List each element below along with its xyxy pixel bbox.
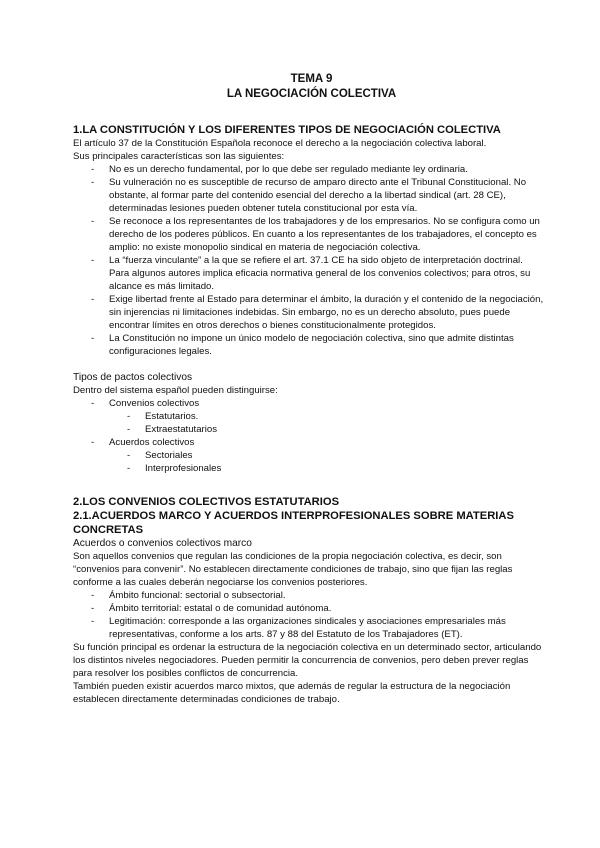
pact-types-intro: Dentro del sistema español pueden distinguirse: [73,385,278,396]
list-item: - La “fuerza vinculante” a la que se refiere el art. 37.1 CE ha sido objeto de interpretación doctrinal. Para algunos autores implica eficacia normativa general de los convenios colectivos; para otros, su alcance es más limitado. [73,254,544,293]
title-line-1: TEMA 9 [290,73,333,85]
list-item: - Ámbito funcional: sectorial o subsectorial. [73,589,550,602]
section-1 [73,123,550,475]
pact-types-heading: Tipos de pactos colectivos [73,372,193,383]
list-item: - Su vulneración no es susceptible de recurso de amparo directo ante el Tribunal Constitucional. No obstante, al formar parte del contenido esencial del derecho a la libertad sindical (art. 28 CE), determinadas lesiones pueden obtener tutela constitucional por esta vía. [73,176,544,215]
pact-types-list [73,397,550,475]
list-item: - Se reconoce a los representantes de los trabajadores y de los empresarios. No se configura como un derecho de los poderes públicos. En cuanto a los representantes de los trabajadores, el concepto es amplio: no existe monopolio sindical en materia de negociación colectiva. [73,215,544,254]
section-2-1-subtitle: Acuerdos o convenios colectivos marco [73,538,252,549]
characteristics-list [73,163,550,358]
list-item: - Sectoriales [73,449,550,462]
list-item: - Convenios colectivos [73,397,550,410]
list-item: - Interprofesionales [73,462,550,475]
section-1-intro-line-2: Sus principales características son las siguientes: [73,151,285,162]
section-2-heading: 2.LOS CONVENIOS COLECTIVOS ESTATUTARIOS [73,496,340,508]
section-2-paragraph-1: Son aquellos convenios que regulan las condiciones de la propia negociación colectiva, es decir, son “convenios para convenir”. No establecen directamente condiciones de trabajo, sino que fijan las reglas conforme a las cuales deberán negociarse los convenios posteriores. [73,551,513,588]
list-item: - Extraestatutarios [73,423,550,436]
list-item: - Exige libertad frente al Estado para determinar el ámbito, la duración y el contenido de la negociación, sin injerencias ni limitaciones indebidas. Sin embargo, no es un derecho absoluto, pues puede encontrar límites en otros derechos o bienes constitucionalmente protegidos. [73,293,544,332]
document-title [73,72,550,101]
list-item: - Legitimación: corresponde a las organizaciones sindicales y asociaciones empresariales más representativas, conforme a los arts. 87 y 88 del Estatuto de los Trabajadores (ET). [73,615,550,641]
section-2-paragraph-3: También pueden existir acuerdos marco mixtos, que además de regular la estructura de la negociación establecen directamente determinadas condiciones de trabajo. [73,681,511,705]
section-1-heading: 1.LA CONSTITUCIÓN Y LOS DIFERENTES TIPOS DE NEGOCIACIÓN COLECTIVA [73,124,501,136]
section-2 [73,495,550,706]
title-line-2: LA NEGOCIACIÓN COLECTIVA [226,87,397,100]
list-item: - Acuerdos colectivos [73,436,550,449]
list-item: - La Constitución no impone un único modelo de negociación colectiva, sino que admite distintas configuraciones legales. [73,332,544,358]
list-item: - No es un derecho fundamental, por lo que debe ser regulado mediante ley ordinaria. [73,163,544,176]
section-2-paragraph-2: Su función principal es ordenar la estructura de la negociación colectiva en un determinado sector, articulando los distintos niveles negociadores. Pueden permitir la concurrencia de convenios, pero deben prever reglas para resolver los posibles conflictos de concurrencia. [73,642,542,679]
section-2-1-heading: 2.1.ACUERDOS MARCO Y ACUERDOS INTERPROFESIONALES SOBRE MATERIAS CONCRETAS [73,510,514,536]
list-item: - Ámbito territorial: estatal o de comunidad autónoma. [73,602,550,615]
section-1-intro-line-1: El artículo 37 de la Constitución Española reconoce el derecho a la negociación colectiva laboral. [73,138,487,149]
framework-agreements-list [73,589,550,641]
list-item: - Estatutarios. [73,410,550,423]
